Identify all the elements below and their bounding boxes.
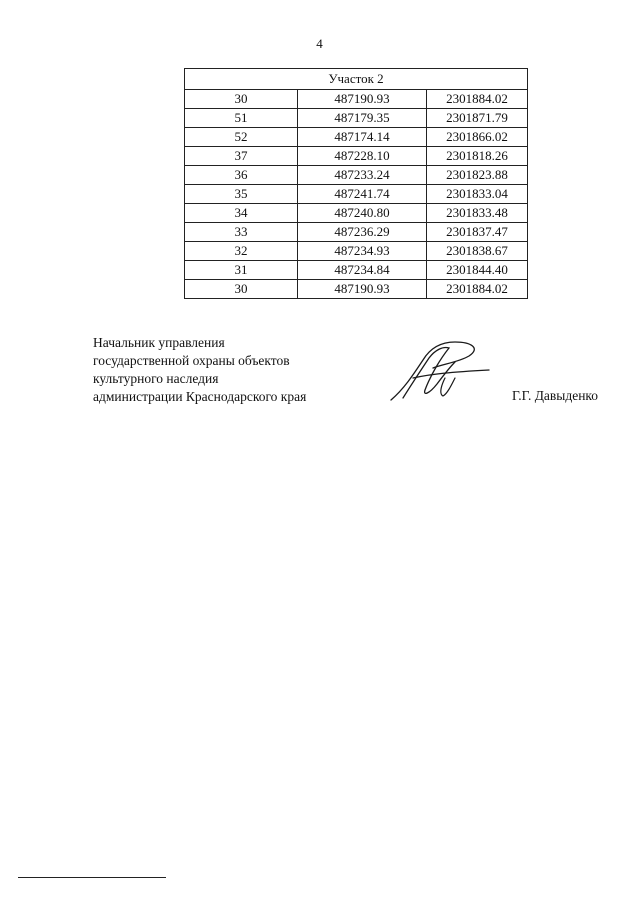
footnote-divider — [18, 877, 166, 878]
y-coordinate: 2301866.02 — [427, 128, 528, 147]
signatory-position — [93, 334, 306, 406]
point-number: 34 — [185, 204, 298, 223]
point-number: 33 — [185, 223, 298, 242]
table-row — [185, 147, 528, 166]
section-title: Участок 2 — [185, 69, 528, 90]
point-number: 52 — [185, 128, 298, 147]
y-coordinate: 2301833.48 — [427, 204, 528, 223]
page-number: 4 — [316, 36, 323, 51]
position-line: государственной охраны объектов — [93, 353, 290, 368]
x-coordinate: 487234.93 — [298, 242, 427, 261]
table-row — [185, 90, 528, 109]
table-row — [185, 128, 528, 147]
point-number: 32 — [185, 242, 298, 261]
coordinates-table — [184, 68, 528, 299]
y-coordinate: 2301884.02 — [427, 90, 528, 109]
x-coordinate: 487234.84 — [298, 261, 427, 280]
y-coordinate: 2301838.67 — [427, 242, 528, 261]
x-coordinate: 487174.14 — [298, 128, 427, 147]
table-row — [185, 185, 528, 204]
y-coordinate: 2301823.88 — [427, 166, 528, 185]
y-coordinate: 2301833.04 — [427, 185, 528, 204]
y-coordinate: 2301837.47 — [427, 223, 528, 242]
x-coordinate: 487241.74 — [298, 185, 427, 204]
point-number: 30 — [185, 280, 298, 299]
y-coordinate: 2301844.40 — [427, 261, 528, 280]
table-header-row — [185, 69, 528, 90]
signatory-name: Г.Г. Давыденко — [512, 388, 599, 403]
position-line: администрации Краснодарского края — [93, 389, 307, 404]
x-coordinate: 487236.29 — [298, 223, 427, 242]
x-coordinate: 487179.35 — [298, 109, 427, 128]
table-row — [185, 261, 528, 280]
table-row — [185, 109, 528, 128]
point-number: 31 — [185, 261, 298, 280]
point-number: 35 — [185, 185, 298, 204]
x-coordinate: 487240.80 — [298, 204, 427, 223]
table-row — [185, 204, 528, 223]
y-coordinate: 2301884.02 — [427, 280, 528, 299]
table-row — [185, 280, 528, 299]
point-number: 51 — [185, 109, 298, 128]
y-coordinate: 2301818.26 — [427, 147, 528, 166]
table-row — [185, 223, 528, 242]
handwritten-signature — [385, 338, 495, 408]
table-row — [185, 242, 528, 261]
x-coordinate: 487190.93 — [298, 90, 427, 109]
point-number: 37 — [185, 147, 298, 166]
position-line: культурного наследия — [93, 371, 219, 386]
x-coordinate: 487233.24 — [298, 166, 427, 185]
position-line: Начальник управления — [93, 335, 225, 350]
point-number: 30 — [185, 90, 298, 109]
table-row — [185, 166, 528, 185]
x-coordinate: 487228.10 — [298, 147, 427, 166]
point-number: 36 — [185, 166, 298, 185]
x-coordinate: 487190.93 — [298, 280, 427, 299]
y-coordinate: 2301871.79 — [427, 109, 528, 128]
